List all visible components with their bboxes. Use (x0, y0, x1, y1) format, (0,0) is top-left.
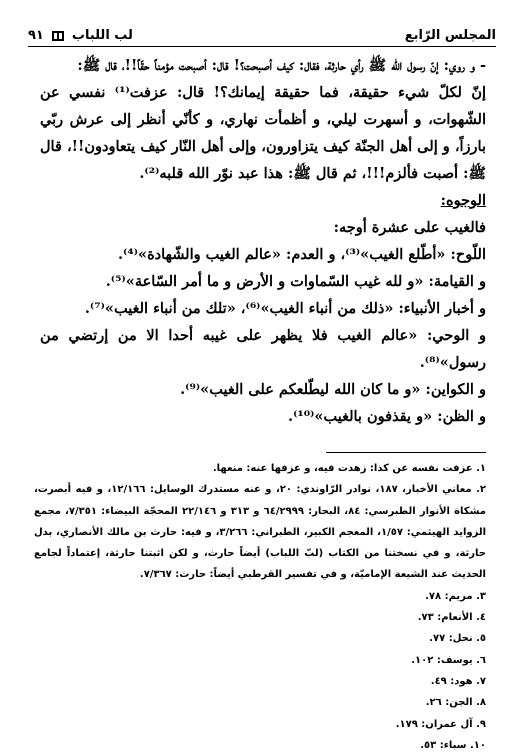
footnote: ٣. مريم: ٧٨. (425, 590, 486, 602)
footnote-separator (326, 452, 486, 453)
footnote: ٦. يوسف: ١٠٢. (411, 654, 486, 666)
footnote: ٢. معاني الأخبار، ١٨٧، نوادر الرّاوندي: ٢٠، و عنه مستدرك الوسايل: ١٢/١٦٦، و فيه أبصرت، مشكاة الأنوار الطبرسي: ٨٤، البحار: ٦٤/٢٩٩٩ و ٣١٣ و ٢٢/١٤٦ المحجّة البيضاء: ٧/٣٥١، مجمع الزوايد الهيثمي: ١/٥٧، المعجم الكبير، الطبراني: ٣/٢٦٦، و فيه: حارث بن مالك الأنصاري، بدل حارثة، و في نسختنا من الكتاب (لبّ اللباب) أيضاً حارث، و لكن اثبتنا حارثة، إعتماداً لجامع الحديث عند الشيعة الإماميّة، و في تفسير القرطبي أيضاً: حارث: ٧/٣٦٧. (34, 484, 487, 581)
footnote: ١٠. سباء: ٥٣. (420, 739, 486, 751)
footnote: ٤. الأنعام: ٧٣. (417, 612, 486, 624)
header-left (28, 28, 133, 46)
item-line: اللّوح: «أطّلع الغيب»⁽³⁾، و العدم: «عالم الغيب والشّهادة»⁽⁴⁾. (117, 246, 486, 263)
page-header (28, 22, 496, 47)
book-title: لب اللباب (71, 28, 133, 43)
item-line: و الظن: «و يقذفون بالغيب»⁽¹⁰⁾. (288, 408, 486, 425)
section-title: الوجوه: (440, 192, 486, 209)
item-line: و القيامة: «و لله غيب السّماوات و الأرض و ما أمر السّاعة»⁽⁵⁾. (105, 273, 486, 290)
footnote: ٨. الجن: ٢٦. (425, 697, 486, 709)
footnote: ٧. هود: ٤٩. (430, 675, 486, 687)
item-line: و الكواين: «و ما كان الله ليطّلعكم على الغيب»⁽⁹⁾. (180, 381, 486, 398)
footnotes (34, 458, 486, 756)
footnote: ٥. نحل: ٧٧. (429, 633, 486, 645)
chapter-title: المجلس الرّابع (404, 28, 496, 43)
main-text (40, 52, 486, 430)
page-number: ٩١ (28, 28, 44, 43)
book-icon (52, 31, 64, 41)
footnote: ١. عزفت نفسه عن كذا: زهدت فيه، و عزفها عنه: منعها. (212, 463, 486, 474)
paragraph-hadith-intro: - و روي: إنّ رسول الله ﷺ رأي حارثة، فقال: كيف أصبحت؟! قال: أصبحت مؤمناً حقّاً!!، قال ﷺ: (77, 57, 486, 74)
item-line: و الوحي: «عالم الغيب فلا يظهر على غيبه أحدا الا من إرتضي من رسول»⁽⁸⁾. (40, 327, 486, 371)
footnote: ٩. آل عمران: ١٧٩. (395, 718, 486, 730)
item-line: فالغيب على عشرة أوجه: (333, 219, 486, 236)
paragraph-hadith-answer: إنّ لكلّ شيء حقيقة، فما حقيقة إيمانك؟! قال: عزفت⁽¹⁾ نفسي عن الشّهوات، و أسهرت ليلي، و أظمأت نهاري، و كأنّي أنظر إلى عرش ربّي بارزاً، و إلى أهل الجنّة كيف يتزاورون، وإلى أهل النّار كيف يتعاودون!!، قال ﷺ: أصبت فألزم!!!، ثم قال ﷺ: هذا عبد نوّر الله قلبه⁽²⁾. (40, 84, 487, 182)
item-line: و أخبار الأنبياء: «ذلك من أنباء الغيب»⁽⁶⁾، «تلك من أنباء الغيب»⁽⁷⁾. (84, 300, 486, 317)
